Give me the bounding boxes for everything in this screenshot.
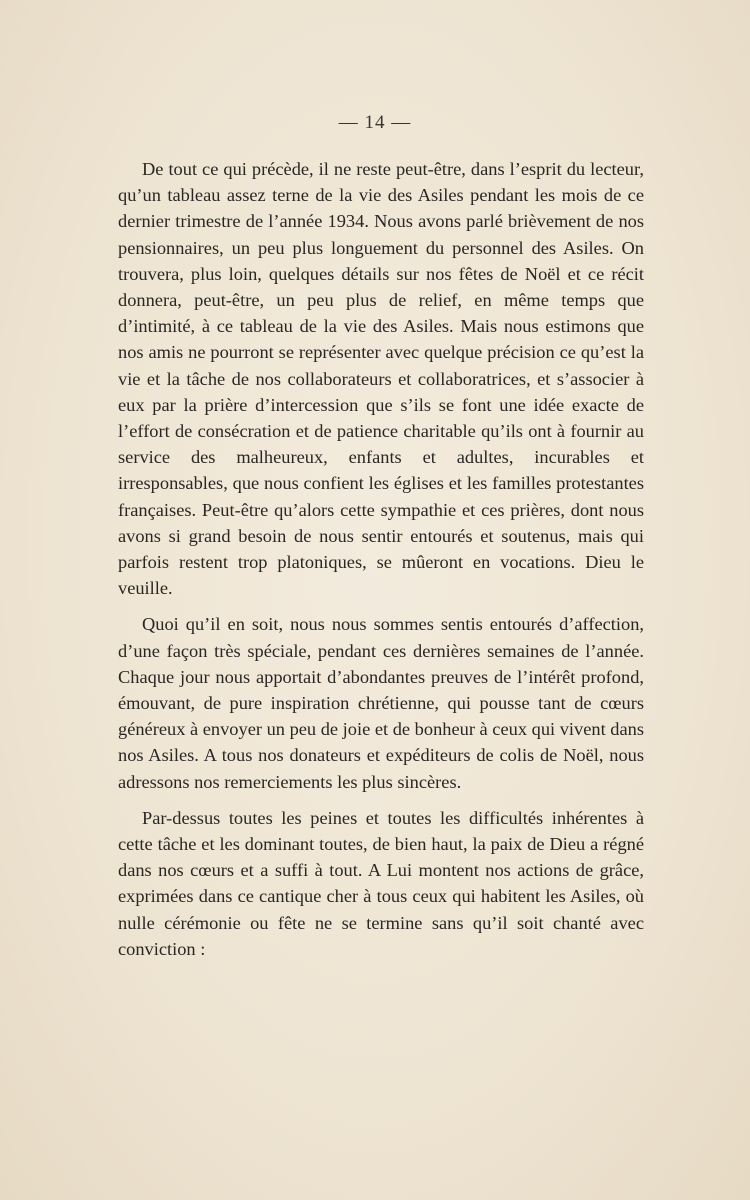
paragraph-3: Par-dessus toutes les peines et toutes les difficultés inhérentes à cette tâche et les dominant toutes, de bien haut, la paix de Dieu a régné dans nos cœurs et a suffi à tout. A Lui montent nos actions de grâce, exprimées dans ce cantique cher à tous ceux qui habitent les Asiles, où nulle cérémonie ou fête ne se termine sans qu’il soit chanté avec conviction :	[118, 807, 644, 959]
paragraph-2: Quoi qu’il en soit, nous nous sommes sentis entourés d’affection, d’une façon très spéciale, pendant ces dernières semaines de l’année. Chaque jour nous apportait d’abondantes preuves de l’intérêt profond, émouvant, de pure inspiration chrétienne, qui pousse tant de cœurs généreux à envoyer un peu de joie et de bonheur à ceux qui vivent dans nos Asiles. A tous nos donateurs et expéditeurs de colis de Noël, nous adressons nos remerciements les plus sincères.	[118, 614, 644, 792]
body-text	[118, 156, 644, 972]
paragraph-1: De tout ce qui précède, il ne reste peut-être, dans l’esprit du lecteur, qu’un tableau assez terne de la vie des Asiles pendant les mois de ce dernier trimestre de l’année 1934. Nous avons parlé brièvement de nos pensionnaires, un peu plus longuement du personnel des Asiles. On trouvera, plus loin, quelques détails sur nos fêtes de Noël et ce récit donnera, peut-être, un peu plus de relief, en même temps que d’intimité, à ce tableau de la vie des Asiles. Mais nous estimons que nos amis ne pourront se représenter avec quelque précision ce qu’est la vie et la tâche de nos collaborateurs et collaboratrices, et s’associer à eux par la prière d’intercession que s’ils se font une idée exacte de l’effort de consécration et de patience charitable qu’ils ont à fournir au service des malheureux, enfants et adultes, incurables et irresponsables, que nous confient les églises et les familles protestantes françaises. Peut-être qu’alors cette sympathie et ces prières, dont nous avons si grand besoin de nous sentir entourés et soutenus, mais qui parfois restent trop platoniques, se mûeront en vocations. Dieu le veuille.	[118, 159, 644, 599]
page-number: — 14 —	[338, 112, 412, 133]
